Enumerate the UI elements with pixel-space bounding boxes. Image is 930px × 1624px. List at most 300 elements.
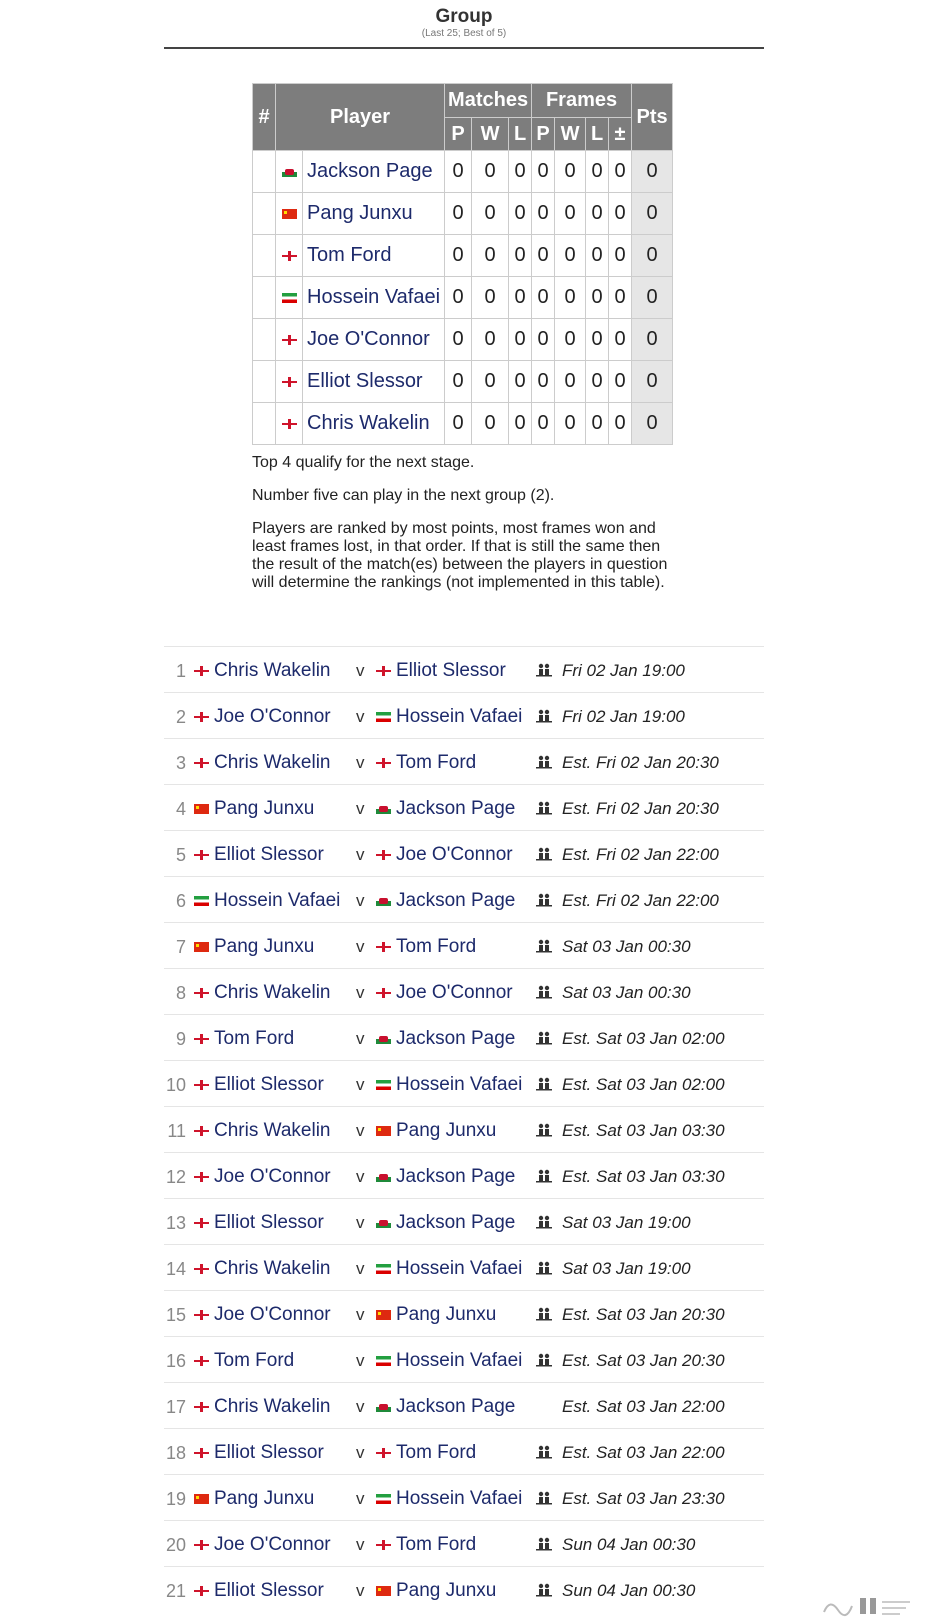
away-player[interactable] bbox=[376, 1488, 522, 1510]
col-matches-played: P bbox=[445, 118, 472, 151]
versus-label: v bbox=[356, 1443, 365, 1462]
head-to-head-icon[interactable] bbox=[535, 1167, 553, 1185]
wales-flag-icon bbox=[376, 1218, 391, 1228]
away-player[interactable] bbox=[376, 1350, 522, 1372]
player-name[interactable]: Jackson Page bbox=[396, 890, 516, 911]
player-name[interactable]: Chris Wakelin bbox=[214, 1258, 331, 1279]
player-name[interactable]: Joe O'Connor bbox=[214, 706, 331, 727]
england-flag-icon bbox=[282, 335, 297, 345]
england-flag-icon bbox=[376, 1540, 391, 1550]
player-name[interactable] bbox=[303, 361, 445, 403]
head-to-head-icon[interactable] bbox=[535, 799, 553, 817]
england-flag-icon bbox=[194, 1356, 209, 1366]
player-name[interactable]: Tom Ford bbox=[214, 1028, 295, 1049]
flag-cell bbox=[276, 235, 303, 277]
home-player[interactable] bbox=[194, 1442, 324, 1464]
home-player[interactable] bbox=[194, 1580, 324, 1602]
player-name[interactable]: Tom Ford bbox=[396, 936, 477, 957]
player-name[interactable]: Pang Junxu bbox=[396, 1580, 497, 1601]
fixture-row bbox=[164, 1014, 764, 1060]
head-to-head-icon[interactable] bbox=[535, 707, 553, 725]
fixtures-list bbox=[164, 646, 764, 1612]
player-name[interactable]: Pang Junxu bbox=[396, 1304, 497, 1325]
standings-row bbox=[253, 193, 673, 235]
fixture-row bbox=[164, 922, 764, 968]
player-name[interactable] bbox=[303, 403, 445, 445]
match-datetime: Est. Sat 03 Jan 20:30 bbox=[562, 1305, 725, 1324]
match-datetime: Sat 03 Jan 00:30 bbox=[562, 983, 691, 1002]
home-player[interactable] bbox=[194, 660, 331, 682]
player-name[interactable]: Elliot Slessor bbox=[396, 660, 506, 681]
match-number: 16 bbox=[165, 1351, 186, 1371]
rank-cell bbox=[253, 403, 276, 445]
frames-lost: 0 bbox=[586, 277, 609, 319]
player-link[interactable]: Chris Wakelin bbox=[307, 412, 430, 434]
away-player[interactable] bbox=[376, 1396, 515, 1418]
match-datetime: Est. Sat 03 Jan 22:00 bbox=[562, 1443, 725, 1462]
china-flag-icon bbox=[376, 1586, 391, 1596]
head-to-head-icon[interactable] bbox=[535, 1443, 553, 1461]
versus-label: v bbox=[356, 1581, 365, 1600]
player-link[interactable]: Pang Junxu bbox=[307, 202, 413, 224]
versus-label: v bbox=[356, 1121, 365, 1140]
player-name[interactable]: Chris Wakelin bbox=[214, 1396, 331, 1417]
player-name[interactable]: Hossein Vafaei bbox=[396, 1074, 523, 1095]
away-player[interactable] bbox=[376, 936, 476, 958]
matches-played: 0 bbox=[445, 193, 472, 235]
player-name[interactable]: Hossein Vafaei bbox=[396, 1350, 523, 1371]
frames-played: 0 bbox=[532, 151, 555, 193]
versus-label: v bbox=[356, 1213, 365, 1232]
col-frames-won: W bbox=[555, 118, 586, 151]
player-name[interactable] bbox=[303, 235, 445, 277]
matches-won: 0 bbox=[472, 277, 509, 319]
watermark-logo bbox=[820, 1592, 916, 1620]
frames-played: 0 bbox=[532, 361, 555, 403]
england-flag-icon bbox=[194, 1540, 209, 1550]
matches-lost: 0 bbox=[509, 361, 532, 403]
versus-label: v bbox=[356, 1259, 365, 1278]
england-flag-icon bbox=[194, 1126, 209, 1136]
away-player[interactable] bbox=[376, 982, 513, 1004]
versus-label: v bbox=[356, 1535, 365, 1554]
iran-flag-icon bbox=[376, 1494, 391, 1504]
flag-cell bbox=[276, 403, 303, 445]
versus-label: v bbox=[356, 1489, 365, 1508]
away-player[interactable] bbox=[376, 844, 513, 866]
frames-won: 0 bbox=[555, 193, 586, 235]
home-player[interactable] bbox=[194, 1212, 324, 1234]
head-to-head-icon[interactable] bbox=[535, 937, 553, 955]
rank-cell bbox=[253, 361, 276, 403]
player-name[interactable]: Joe O'Connor bbox=[214, 1304, 331, 1325]
away-player[interactable] bbox=[376, 798, 515, 820]
away-player[interactable] bbox=[376, 1442, 476, 1464]
player-name[interactable] bbox=[303, 193, 445, 235]
group-subtitle: (Last 25; Best of 5) bbox=[421, 28, 507, 39]
home-player[interactable] bbox=[194, 1534, 331, 1556]
fixture-row bbox=[164, 1244, 764, 1290]
away-player[interactable] bbox=[376, 660, 506, 682]
col-frames: Frames bbox=[532, 84, 632, 118]
player-name[interactable]: Joe O'Connor bbox=[214, 1166, 331, 1187]
iran-flag-icon bbox=[194, 896, 209, 906]
iran-flag-icon bbox=[376, 712, 391, 722]
england-flag-icon bbox=[376, 758, 391, 768]
fixture-row bbox=[164, 830, 764, 876]
frames-diff: 0 bbox=[609, 403, 632, 445]
player-name[interactable]: Chris Wakelin bbox=[214, 660, 331, 681]
match-number: 9 bbox=[175, 1029, 186, 1049]
player-name[interactable]: Elliot Slessor bbox=[214, 1442, 324, 1463]
head-to-head-icon[interactable] bbox=[535, 661, 553, 679]
away-player[interactable] bbox=[376, 1120, 496, 1142]
versus-label: v bbox=[356, 799, 365, 818]
group-title: Group bbox=[435, 6, 493, 27]
frames-played: 0 bbox=[532, 277, 555, 319]
match-number: 14 bbox=[165, 1259, 186, 1279]
standings-row bbox=[253, 151, 673, 193]
frames-lost: 0 bbox=[586, 319, 609, 361]
standings-row bbox=[253, 361, 673, 403]
frames-played: 0 bbox=[532, 235, 555, 277]
frames-diff: 0 bbox=[609, 361, 632, 403]
england-flag-icon bbox=[376, 666, 391, 676]
china-flag-icon bbox=[282, 209, 297, 219]
away-player[interactable] bbox=[376, 1304, 496, 1326]
head-to-head-icon[interactable] bbox=[535, 891, 553, 909]
fixture-row bbox=[164, 876, 764, 922]
player-name[interactable]: Elliot Slessor bbox=[214, 1580, 324, 1601]
home-player[interactable] bbox=[194, 890, 340, 912]
matches-played: 0 bbox=[445, 235, 472, 277]
match-number: 19 bbox=[165, 1489, 186, 1509]
player-link[interactable]: Hossein Vafaei bbox=[307, 286, 441, 308]
fixture-row bbox=[164, 1290, 764, 1336]
away-player[interactable] bbox=[376, 1166, 515, 1188]
england-flag-icon bbox=[376, 850, 391, 860]
match-number: 13 bbox=[165, 1213, 186, 1233]
frames-won: 0 bbox=[555, 319, 586, 361]
matches-won: 0 bbox=[472, 403, 509, 445]
iran-flag-icon bbox=[376, 1080, 391, 1090]
standings-row bbox=[253, 319, 673, 361]
home-player[interactable] bbox=[194, 1028, 294, 1050]
head-to-head-icon[interactable] bbox=[535, 1029, 553, 1047]
match-datetime: Sat 03 Jan 19:00 bbox=[562, 1259, 691, 1278]
versus-label: v bbox=[356, 1167, 365, 1186]
col-matches-won: W bbox=[472, 118, 509, 151]
note-next-group: Number five can play in the next group (2). bbox=[252, 487, 555, 504]
match-number: 17 bbox=[165, 1397, 186, 1417]
player-name[interactable]: Chris Wakelin bbox=[214, 982, 331, 1003]
match-number: 21 bbox=[165, 1581, 186, 1601]
wales-flag-icon bbox=[282, 167, 297, 177]
player-name[interactable] bbox=[303, 277, 445, 319]
england-flag-icon bbox=[194, 712, 209, 722]
player-name[interactable]: Chris Wakelin bbox=[214, 1120, 331, 1141]
player-name[interactable]: Elliot Slessor bbox=[214, 1074, 324, 1095]
home-player[interactable] bbox=[194, 1120, 331, 1142]
player-name[interactable]: Elliot Slessor bbox=[214, 844, 324, 865]
notes bbox=[252, 454, 672, 607]
england-flag-icon bbox=[194, 1310, 209, 1320]
player-link[interactable]: Tom Ford bbox=[307, 244, 392, 266]
iran-flag-icon bbox=[282, 293, 297, 303]
away-player[interactable] bbox=[376, 1534, 476, 1556]
fixture-row bbox=[164, 1566, 764, 1612]
match-datetime: Est. Fri 02 Jan 20:30 bbox=[562, 753, 719, 772]
england-flag-icon bbox=[282, 419, 297, 429]
fixture-row bbox=[164, 692, 764, 738]
matches-lost: 0 bbox=[509, 235, 532, 277]
match-datetime: Fri 02 Jan 19:00 bbox=[562, 707, 685, 726]
versus-label: v bbox=[356, 845, 365, 864]
match-number: 8 bbox=[175, 983, 186, 1003]
england-flag-icon bbox=[194, 1172, 209, 1182]
china-flag-icon bbox=[376, 1310, 391, 1320]
china-flag-icon bbox=[194, 942, 209, 952]
head-to-head-icon[interactable] bbox=[535, 1581, 553, 1599]
player-name[interactable]: Chris Wakelin bbox=[214, 752, 331, 773]
fixture-row bbox=[164, 1428, 764, 1474]
col-player: Player bbox=[276, 84, 445, 151]
frames-won: 0 bbox=[555, 403, 586, 445]
frames-won: 0 bbox=[555, 235, 586, 277]
china-flag-icon bbox=[376, 1126, 391, 1136]
player-name[interactable]: Tom Ford bbox=[396, 1534, 477, 1555]
matches-won: 0 bbox=[472, 319, 509, 361]
england-flag-icon bbox=[282, 251, 297, 261]
head-to-head-icon[interactable] bbox=[535, 1121, 553, 1139]
head-to-head-icon[interactable] bbox=[535, 1535, 553, 1553]
matches-played: 0 bbox=[445, 151, 472, 193]
head-to-head-icon[interactable] bbox=[535, 1075, 553, 1093]
match-datetime: Est. Fri 02 Jan 22:00 bbox=[562, 845, 719, 864]
frames-diff: 0 bbox=[609, 277, 632, 319]
england-flag-icon bbox=[376, 988, 391, 998]
frames-played: 0 bbox=[532, 403, 555, 445]
player-name[interactable]: Hossein Vafaei bbox=[214, 890, 341, 911]
china-flag-icon bbox=[194, 1494, 209, 1504]
frames-won: 0 bbox=[555, 361, 586, 403]
fixture-row bbox=[164, 1198, 764, 1244]
points: 0 bbox=[632, 193, 673, 235]
home-player[interactable] bbox=[194, 1396, 331, 1418]
player-name[interactable]: Joe O'Connor bbox=[214, 1534, 331, 1555]
player-name[interactable]: Pang Junxu bbox=[214, 798, 315, 819]
match-datetime: Est. Sat 03 Jan 23:30 bbox=[562, 1489, 725, 1508]
rank-cell bbox=[253, 319, 276, 361]
standings-row bbox=[253, 403, 673, 445]
away-player[interactable] bbox=[376, 1258, 522, 1280]
match-datetime: Sun 04 Jan 00:30 bbox=[562, 1535, 696, 1554]
head-to-head-icon[interactable] bbox=[535, 1305, 553, 1323]
home-player[interactable] bbox=[194, 844, 324, 866]
england-flag-icon bbox=[194, 666, 209, 676]
match-datetime: Sun 04 Jan 00:30 bbox=[562, 1581, 696, 1600]
note-ranking: Players are ranked by most points, most frames won and least frames lost, in that order. If that is still the same then the result of the match(es) between the players in question will determine the rankings (not implemented in this table). bbox=[252, 520, 668, 591]
wales-flag-icon bbox=[376, 896, 391, 906]
frames-played: 0 bbox=[532, 193, 555, 235]
home-player[interactable] bbox=[194, 706, 331, 728]
standings-row bbox=[253, 235, 673, 277]
versus-label: v bbox=[356, 753, 365, 772]
frames-lost: 0 bbox=[586, 235, 609, 277]
rank-cell bbox=[253, 235, 276, 277]
fixture-row bbox=[164, 646, 764, 692]
matches-played: 0 bbox=[445, 319, 472, 361]
matches-won: 0 bbox=[472, 235, 509, 277]
frames-lost: 0 bbox=[586, 403, 609, 445]
head-to-head-icon[interactable] bbox=[535, 1489, 553, 1507]
matches-won: 0 bbox=[472, 151, 509, 193]
away-player[interactable] bbox=[376, 706, 522, 728]
player-name[interactable]: Pang Junxu bbox=[214, 1488, 315, 1509]
player-name[interactable]: Joe O'Connor bbox=[396, 844, 513, 865]
head-to-head-icon[interactable] bbox=[535, 1351, 553, 1369]
match-datetime: Fri 02 Jan 19:00 bbox=[562, 661, 685, 680]
player-name[interactable]: Jackson Page bbox=[396, 1028, 516, 1049]
england-flag-icon bbox=[376, 942, 391, 952]
match-number: 15 bbox=[165, 1305, 186, 1325]
england-flag-icon bbox=[194, 1034, 209, 1044]
home-player[interactable] bbox=[194, 1304, 331, 1326]
player-name[interactable]: Tom Ford bbox=[214, 1350, 295, 1371]
versus-label: v bbox=[356, 937, 365, 956]
player-link[interactable]: Jackson Page bbox=[307, 160, 433, 182]
versus-label: v bbox=[356, 983, 365, 1002]
home-player[interactable] bbox=[194, 1258, 331, 1280]
england-flag-icon bbox=[194, 850, 209, 860]
away-player[interactable] bbox=[376, 1212, 515, 1234]
away-player[interactable] bbox=[376, 752, 476, 774]
home-player[interactable] bbox=[194, 982, 331, 1004]
flag-cell bbox=[276, 319, 303, 361]
china-flag-icon bbox=[194, 804, 209, 814]
match-number: 4 bbox=[175, 799, 186, 819]
rank-cell bbox=[253, 277, 276, 319]
match-datetime: Est. Sat 03 Jan 02:00 bbox=[562, 1029, 725, 1048]
versus-label: v bbox=[356, 707, 365, 726]
frames-won: 0 bbox=[555, 277, 586, 319]
player-name[interactable]: Hossein Vafaei bbox=[396, 1488, 523, 1509]
points: 0 bbox=[632, 319, 673, 361]
iran-flag-icon bbox=[376, 1264, 391, 1274]
matches-played: 0 bbox=[445, 403, 472, 445]
match-number: 2 bbox=[175, 707, 186, 727]
matches-won: 0 bbox=[472, 193, 509, 235]
fixture-row bbox=[164, 784, 764, 830]
note-qualify: Top 4 qualify for the next stage. bbox=[252, 454, 475, 471]
home-player[interactable] bbox=[194, 1074, 324, 1096]
england-flag-icon bbox=[194, 758, 209, 768]
points: 0 bbox=[632, 361, 673, 403]
head-to-head-icon[interactable] bbox=[535, 845, 553, 863]
away-player[interactable] bbox=[376, 890, 515, 912]
home-player[interactable] bbox=[194, 1488, 314, 1510]
match-number: 3 bbox=[175, 753, 186, 773]
player-name[interactable]: Pang Junxu bbox=[214, 936, 315, 957]
home-player[interactable] bbox=[194, 752, 331, 774]
match-datetime: Est. Fri 02 Jan 20:30 bbox=[562, 799, 719, 818]
match-datetime: Est. Sat 03 Jan 22:00 bbox=[562, 1397, 725, 1416]
iran-flag-icon bbox=[376, 1356, 391, 1366]
player-name[interactable]: Joe O'Connor bbox=[396, 982, 513, 1003]
group-header bbox=[164, 6, 764, 40]
matches-lost: 0 bbox=[509, 277, 532, 319]
player-name[interactable]: Hossein Vafaei bbox=[396, 1258, 523, 1279]
player-name[interactable]: Jackson Page bbox=[396, 1212, 516, 1233]
player-name[interactable]: Tom Ford bbox=[396, 752, 477, 773]
frames-played: 0 bbox=[532, 319, 555, 361]
home-player[interactable] bbox=[194, 798, 314, 820]
fixture-row bbox=[164, 1474, 764, 1520]
player-name[interactable] bbox=[303, 319, 445, 361]
col-frames-lost: L bbox=[586, 118, 609, 151]
away-player[interactable] bbox=[376, 1580, 496, 1602]
col-matches: Matches bbox=[445, 84, 532, 118]
standings-table bbox=[252, 83, 673, 445]
rank-cell bbox=[253, 193, 276, 235]
player-name[interactable]: Hossein Vafaei bbox=[396, 706, 523, 727]
home-player[interactable] bbox=[194, 1166, 331, 1188]
england-flag-icon bbox=[194, 1080, 209, 1090]
matches-lost: 0 bbox=[509, 403, 532, 445]
england-flag-icon bbox=[282, 377, 297, 387]
frames-lost: 0 bbox=[586, 193, 609, 235]
wales-flag-icon bbox=[376, 1034, 391, 1044]
versus-label: v bbox=[356, 1351, 365, 1370]
home-player[interactable] bbox=[194, 936, 314, 958]
player-name[interactable]: Pang Junxu bbox=[396, 1120, 497, 1141]
player-name[interactable]: Jackson Page bbox=[396, 1166, 516, 1187]
fixture-row bbox=[164, 968, 764, 1014]
col-frames-played: P bbox=[532, 118, 555, 151]
match-number: 20 bbox=[165, 1535, 186, 1555]
match-datetime: Est. Sat 03 Jan 20:30 bbox=[562, 1351, 725, 1370]
match-datetime: Est. Sat 03 Jan 03:30 bbox=[562, 1121, 725, 1140]
matches-lost: 0 bbox=[509, 193, 532, 235]
player-link[interactable]: Elliot Slessor bbox=[307, 370, 423, 392]
england-flag-icon bbox=[194, 1218, 209, 1228]
away-player[interactable] bbox=[376, 1028, 515, 1050]
player-name[interactable]: Jackson Page bbox=[396, 798, 516, 819]
fixture-row bbox=[164, 738, 764, 784]
player-name[interactable]: Tom Ford bbox=[396, 1442, 477, 1463]
player-name[interactable]: Elliot Slessor bbox=[214, 1212, 324, 1233]
head-to-head-icon[interactable] bbox=[535, 753, 553, 771]
flag-cell bbox=[276, 277, 303, 319]
header-divider bbox=[164, 47, 764, 49]
player-name[interactable]: Jackson Page bbox=[396, 1396, 516, 1417]
flag-cell bbox=[276, 361, 303, 403]
away-player[interactable] bbox=[376, 1074, 522, 1096]
wales-flag-icon bbox=[376, 1172, 391, 1182]
fixture-row bbox=[164, 1382, 764, 1428]
head-to-head-icon[interactable] bbox=[535, 1259, 553, 1277]
rank-cell bbox=[253, 151, 276, 193]
player-name[interactable] bbox=[303, 151, 445, 193]
head-to-head-icon[interactable] bbox=[535, 983, 553, 1001]
col-frames-diff: ± bbox=[609, 118, 632, 151]
head-to-head-icon[interactable] bbox=[535, 1213, 553, 1231]
player-link[interactable]: Joe O'Connor bbox=[307, 328, 430, 350]
frames-lost: 0 bbox=[586, 361, 609, 403]
standings-row bbox=[253, 277, 673, 319]
home-player[interactable] bbox=[194, 1350, 294, 1372]
england-flag-icon bbox=[194, 988, 209, 998]
